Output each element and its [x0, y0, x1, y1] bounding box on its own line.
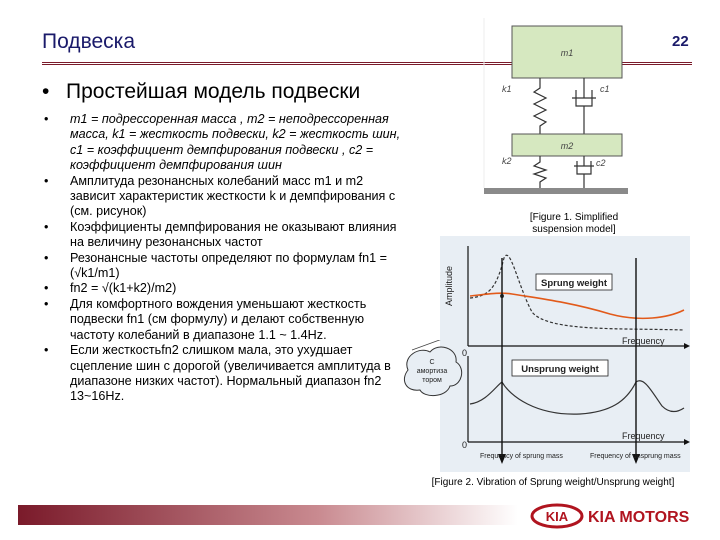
label-k1: k1 [502, 84, 512, 94]
note-unsprung-frequency: Frequency of unsprung mass [590, 453, 681, 460]
spring-k2 [534, 156, 546, 188]
slide-title: Подвеска [42, 30, 135, 53]
spring-k1 [534, 78, 546, 134]
bullet-item [42, 112, 402, 174]
slide-heading [42, 80, 360, 104]
bullet-text: Коэффициенты демпфирования не оказывают влияния на величину резонансных частот [70, 219, 397, 250]
bullet-marker: • [44, 219, 49, 234]
figure2-caption: [Figure 2. Vibration of Sprung weight/Unsprung weight] [431, 477, 675, 488]
kia-motors-logo [530, 503, 700, 529]
y-axis-label: Amplitude [444, 265, 454, 306]
bullet-item [42, 220, 402, 251]
label-k2: k2 [502, 156, 512, 166]
bullet-item [42, 343, 402, 405]
x-label-top: Frequency [622, 336, 665, 346]
bullet-item [42, 174, 402, 220]
origin-bottom: 0 [462, 440, 468, 450]
bullet-text: Резонансные частоты определяют по формулам fn1 = (√k1/m1) [70, 250, 387, 281]
callout-line3: тором [422, 377, 442, 384]
bullet-marker: • [44, 296, 49, 311]
x-label-bottom: Frequency [622, 431, 665, 441]
bullet-marker: • [44, 343, 49, 358]
label-m2: m2 [560, 141, 574, 151]
page-number: 22 [672, 33, 689, 50]
bullet-marker: • [44, 281, 49, 296]
legend-sprung: Sprung weight [541, 278, 607, 289]
logo-badge-text: KIA [545, 509, 569, 524]
heading-text: Простейшая модель подвески [66, 80, 361, 103]
label-m1: m1 [560, 48, 574, 58]
logo-text: KIA MOTORS [588, 509, 690, 526]
bullet-marker: • [44, 112, 49, 126]
figure1-caption: [Figure 1. Simplified suspension model] [529, 212, 619, 235]
bullet-marker: • [44, 173, 49, 188]
label-c1: c1 [600, 84, 610, 94]
bullet-item [42, 281, 402, 296]
label-c2: c2 [596, 158, 606, 168]
callout-line1: C [429, 359, 435, 366]
bullet-text: m1 = подрессоренная масса , m2 = неподрессоренная масса, k1 = жесткость подвески, k2 = жесткость шин, c1 = коэффициент демпфирования подвески , c2 = коэффициент демпфирования шин [70, 112, 401, 173]
bullet-text: fn2 = √(k1+k2)/m2) [70, 281, 177, 296]
heading-bullet: • [42, 80, 50, 103]
vibration-figure [440, 236, 690, 472]
legend-unsprung: Unsprung weight [521, 364, 599, 375]
bullet-marker: • [44, 250, 49, 265]
ground-hatch [484, 188, 628, 194]
bullet-item [42, 251, 402, 282]
bullet-item [42, 297, 402, 343]
origin-top: 0 [462, 348, 468, 358]
suspension-model-figure [482, 18, 630, 196]
bullet-text: Если жесткостьfn2 слишком мала, это ухудшает сцепление шин с дорогой (увеличивается амплитуда в диапазоне низких частот). Нормальный диапазон fn2 13~16Hz. [70, 343, 391, 404]
bullet-list [42, 112, 402, 405]
footer-bar [18, 505, 518, 525]
callout-line2: амортиза [416, 368, 448, 375]
damper-callout [398, 340, 466, 406]
note-sprung-frequency: Frequency of sprung mass [480, 453, 563, 460]
bullet-text: Для комфортного вождения уменьшают жесткость подвески fn1 (см формулу) и делают собственную частоту колебаний в диапазоне 1.1 ~ 1.4Hz. [70, 296, 367, 342]
bullet-text: Амплитуда резонансных колебаний масс m1 и m2 зависит характеристик жесткости k и демпфирования c (см. рисунок) [70, 173, 396, 219]
